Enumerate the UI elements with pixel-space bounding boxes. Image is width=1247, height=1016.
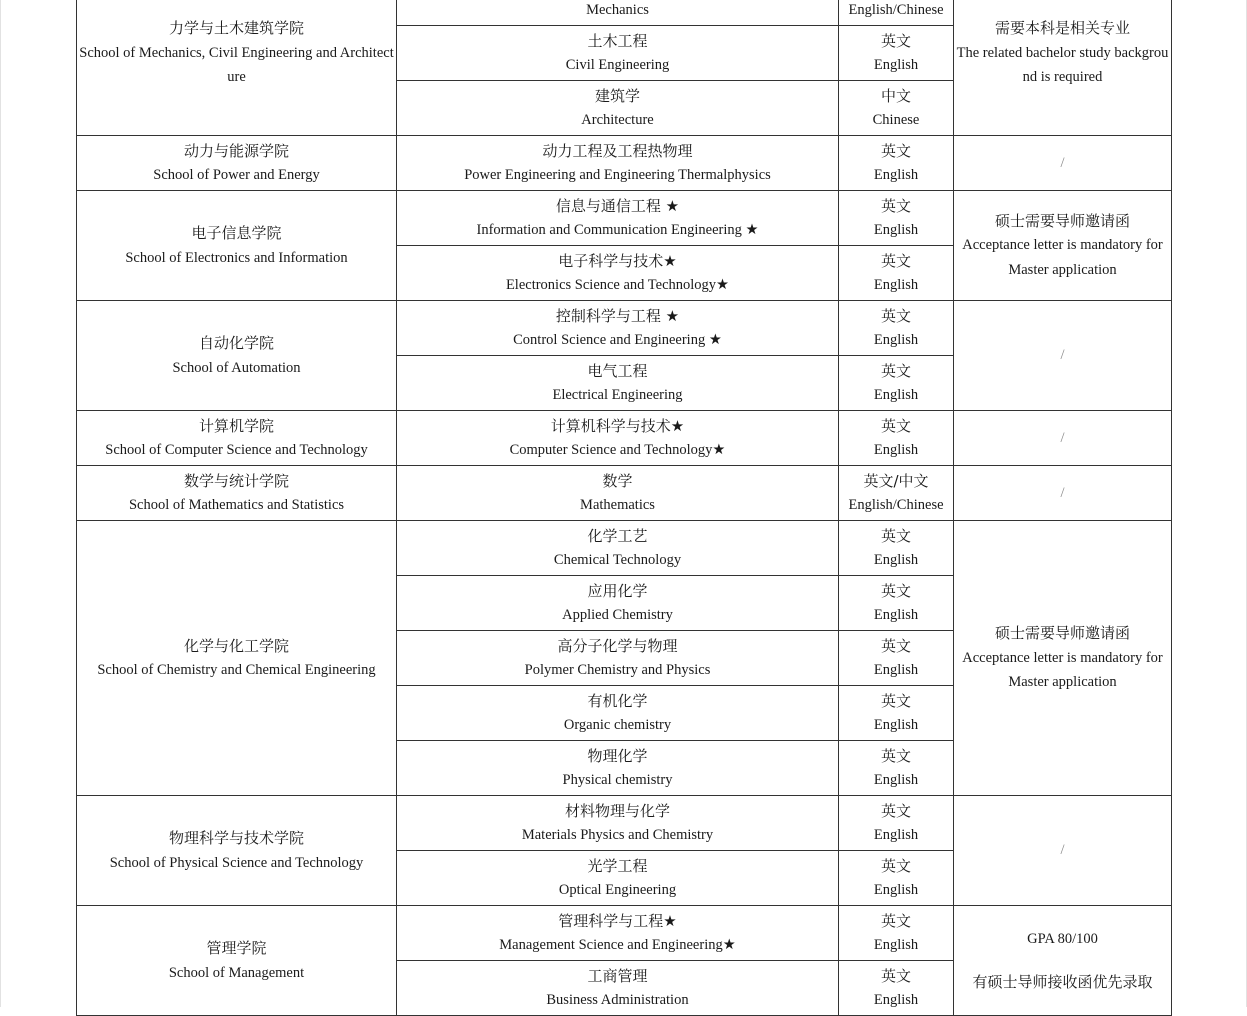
language-cell: [839, 301, 954, 356]
language-cell: [839, 686, 954, 741]
note-cell: [954, 301, 1172, 411]
language-cell: [839, 576, 954, 631]
major-name-en: Electrical Engineering: [552, 387, 683, 403]
major-name-en: Control Science and Engineering ★: [513, 332, 722, 348]
language-zh: 英文: [880, 856, 911, 875]
language-en: English: [873, 992, 919, 1008]
note-en: Acceptance letter is mandatory for Master application: [962, 649, 1163, 691]
table-row: [77, 466, 1172, 521]
major-cell: [397, 686, 839, 741]
note-cell: [954, 191, 1172, 301]
language-cell: [839, 246, 954, 301]
language-zh: 英文: [880, 911, 911, 930]
school-name-zh: 物理科学与技术学院: [168, 829, 304, 847]
language-en: English: [873, 552, 919, 568]
major-name-en: Management Science and Engineering★: [499, 937, 736, 953]
language-cell: [839, 961, 954, 1016]
language-zh: 英文: [880, 691, 911, 710]
major-name-zh: 土木工程: [587, 31, 648, 50]
language-cell: [839, 191, 954, 246]
language-zh: 英文: [880, 416, 911, 435]
note-cell: [954, 0, 1172, 136]
language-en: English: [873, 442, 919, 458]
school-name-zh: 力学与土木建筑学院: [168, 19, 304, 38]
major-name-zh: 建筑学: [594, 86, 640, 105]
school-cell: [77, 301, 397, 411]
major-name-zh: 数学: [602, 471, 633, 490]
language-cell: [839, 0, 954, 26]
note-cell: [954, 906, 1172, 1016]
language-en: English: [873, 57, 919, 73]
language-en: Chinese: [872, 112, 920, 128]
major-cell: [397, 796, 839, 851]
note-cell: [954, 466, 1172, 521]
major-cell: [397, 906, 839, 961]
language-en: English: [873, 772, 919, 788]
language-cell: [839, 466, 954, 521]
note-empty: /: [1060, 842, 1065, 859]
school-name-en: School of Physical Science and Technology: [109, 854, 364, 871]
table-row: [77, 136, 1172, 191]
language-cell: [839, 26, 954, 81]
language-en: English: [873, 222, 919, 238]
school-name-zh: 计算机学院: [198, 416, 274, 435]
note-en: The related bachelor study background is required: [956, 44, 1169, 86]
major-name-zh: 工商管理: [587, 966, 648, 985]
major-name-en: Chemical Technology: [553, 552, 682, 568]
language-en: English: [873, 332, 919, 348]
language-zh: 英文: [880, 196, 911, 215]
language-cell: [839, 741, 954, 796]
school-name-en: School of Mathematics and Statistics: [128, 497, 345, 513]
note-empty: /: [1060, 154, 1065, 171]
school-cell: [77, 796, 397, 906]
language-cell: [839, 906, 954, 961]
note-zh: 硕士需要导师邀请函: [994, 211, 1130, 230]
language-cell: [839, 796, 954, 851]
school-name-en: School of Automation: [172, 359, 301, 376]
major-name-en: Business Administration: [546, 992, 689, 1008]
major-name-zh: 动力工程及工程热物理: [542, 141, 693, 160]
major-name-zh: 材料物理与化学: [564, 801, 670, 820]
language-cell: [839, 356, 954, 411]
major-cell: [397, 246, 839, 301]
school-name-en: School of Electronics and Information: [125, 249, 348, 266]
note-cell: [954, 411, 1172, 466]
language-zh: 英文: [880, 251, 911, 270]
major-name-zh: 电气工程: [587, 361, 648, 380]
language-zh: 英文/中文: [863, 471, 929, 490]
language-en: English: [873, 827, 919, 843]
major-name-zh: 应用化学: [587, 581, 648, 600]
major-name-zh: 电子科学与技术★: [558, 251, 677, 270]
school-cell: [77, 191, 397, 301]
language-en: English/Chinese: [848, 497, 944, 513]
language-zh: 英文: [880, 141, 911, 160]
major-cell: [397, 411, 839, 466]
language-cell: [839, 851, 954, 906]
note-cell: [954, 796, 1172, 906]
major-name-zh: 物理化学: [587, 746, 648, 765]
major-name-zh: 计算机科学与技术★: [550, 416, 685, 435]
major-cell: [397, 741, 839, 796]
page-edge-left: [0, 0, 1, 1007]
language-en: English: [873, 717, 919, 733]
table-row: [77, 521, 1172, 576]
note-empty: /: [1060, 347, 1065, 364]
school-name-en: School of Computer Science and Technology: [105, 442, 368, 458]
note-empty: /: [1060, 429, 1065, 446]
major-cell: [397, 576, 839, 631]
note-zh: 硕士需要导师邀请函: [994, 624, 1130, 643]
language-cell: [839, 411, 954, 466]
language-zh: 中文: [880, 86, 911, 105]
language-zh: 英文: [880, 526, 911, 545]
major-name-zh: 光学工程: [587, 856, 648, 875]
major-name-zh: 控制科学与工程 ★: [555, 306, 680, 325]
language-en: English: [873, 882, 919, 898]
school-name-zh: 动力与能源学院: [183, 141, 289, 160]
major-name-en: Optical Engineering: [558, 882, 677, 898]
language-en: English: [873, 662, 919, 678]
major-name-zh: 化学工艺: [587, 526, 648, 545]
major-name-zh: 有机化学: [587, 691, 648, 710]
language-en: English/Chinese: [848, 2, 944, 18]
language-en: English: [873, 387, 919, 403]
major-name-zh: 高分子化学与物理: [557, 636, 678, 655]
language-zh: 英文: [880, 581, 911, 600]
language-zh: 英文: [880, 966, 911, 985]
school-name-en: School of Management: [168, 964, 305, 981]
note-cell: [954, 136, 1172, 191]
school-cell: [77, 136, 397, 191]
school-name-zh: 电子信息学院: [191, 224, 282, 242]
major-name-en: Electronics Science and Technology★: [505, 277, 730, 293]
note-zh: 需要本科是相关专业: [994, 19, 1130, 38]
major-name-en: Power Engineering and Engineering Thermalphysics: [464, 167, 771, 183]
note-en: Acceptance letter is mandatory for Master application: [962, 237, 1163, 278]
major-cell: [397, 81, 839, 136]
school-name-en: School of Mechanics, Civil Engineering and Architecture: [79, 44, 394, 86]
school-name-en: School of Chemistry and Chemical Engineering: [97, 662, 376, 678]
major-cell: [397, 466, 839, 521]
major-cell: [397, 521, 839, 576]
language-en: English: [873, 277, 919, 293]
language-cell: [839, 631, 954, 686]
language-cell: [839, 521, 954, 576]
table-row: [77, 0, 1172, 26]
school-cell: [77, 0, 397, 136]
language-cell: [839, 81, 954, 136]
major-cell: [397, 631, 839, 686]
school-cell: [77, 521, 397, 796]
school-name-en: School of Power and Energy: [153, 167, 320, 183]
school-name-zh: 数学与统计学院: [183, 471, 289, 490]
school-cell: [77, 411, 397, 466]
note-zh: 有硕士导师接收函优先录取: [972, 972, 1153, 991]
major-name-en: Physical chemistry: [562, 772, 673, 788]
school-name-zh: 化学与化工学院: [183, 636, 289, 655]
language-zh: 英文: [880, 746, 911, 765]
school-cell: [77, 906, 397, 1016]
major-name-zh: 信息与通信工程 ★: [555, 196, 680, 215]
major-name-en: Mathematics: [580, 497, 655, 513]
major-cell: [397, 301, 839, 356]
table-row: [77, 191, 1172, 246]
table-row: [77, 796, 1172, 851]
major-name-en: Applied Chemistry: [562, 607, 673, 623]
school-name-zh: 管理学院: [206, 939, 267, 957]
language-zh: 英文: [880, 31, 911, 50]
program-table: [76, 0, 1172, 1016]
note-gpa: GPA 80/100: [1027, 931, 1098, 947]
major-name-en: Mechanics: [586, 2, 649, 18]
major-cell: [397, 356, 839, 411]
major-cell: [397, 0, 839, 26]
language-en: English: [873, 937, 919, 953]
table-row: [77, 411, 1172, 466]
table-row: [77, 301, 1172, 356]
note-empty: /: [1060, 484, 1065, 501]
spacer: [956, 952, 1169, 970]
major-cell: [397, 191, 839, 246]
language-en: English: [873, 167, 919, 183]
major-cell: [397, 961, 839, 1016]
language-en: English: [873, 607, 919, 623]
major-cell: [397, 851, 839, 906]
major-name-en: Information and Communication Engineering ★: [476, 222, 759, 238]
school-cell: [77, 466, 397, 521]
language-cell: [839, 136, 954, 191]
major-name-zh: 管理科学与工程★: [558, 911, 677, 930]
school-name-zh: 自动化学院: [198, 334, 274, 352]
major-name-en: Materials Physics and Chemistry: [521, 827, 714, 843]
major-name-en: Organic chemistry: [563, 717, 672, 733]
major-name-en: Civil Engineering: [565, 57, 670, 73]
language-zh: 英文: [880, 306, 911, 325]
language-zh: 英文: [880, 801, 911, 820]
major-name-en: Computer Science and Technology★: [509, 442, 726, 458]
language-zh: 英文: [880, 361, 911, 380]
major-cell: [397, 26, 839, 81]
language-zh: 英文: [880, 636, 911, 655]
major-name-en: Architecture: [581, 112, 654, 128]
table-row: [77, 906, 1172, 961]
major-name-en: Polymer Chemistry and Physics: [524, 662, 711, 678]
note-cell: [954, 521, 1172, 796]
major-cell: [397, 136, 839, 191]
